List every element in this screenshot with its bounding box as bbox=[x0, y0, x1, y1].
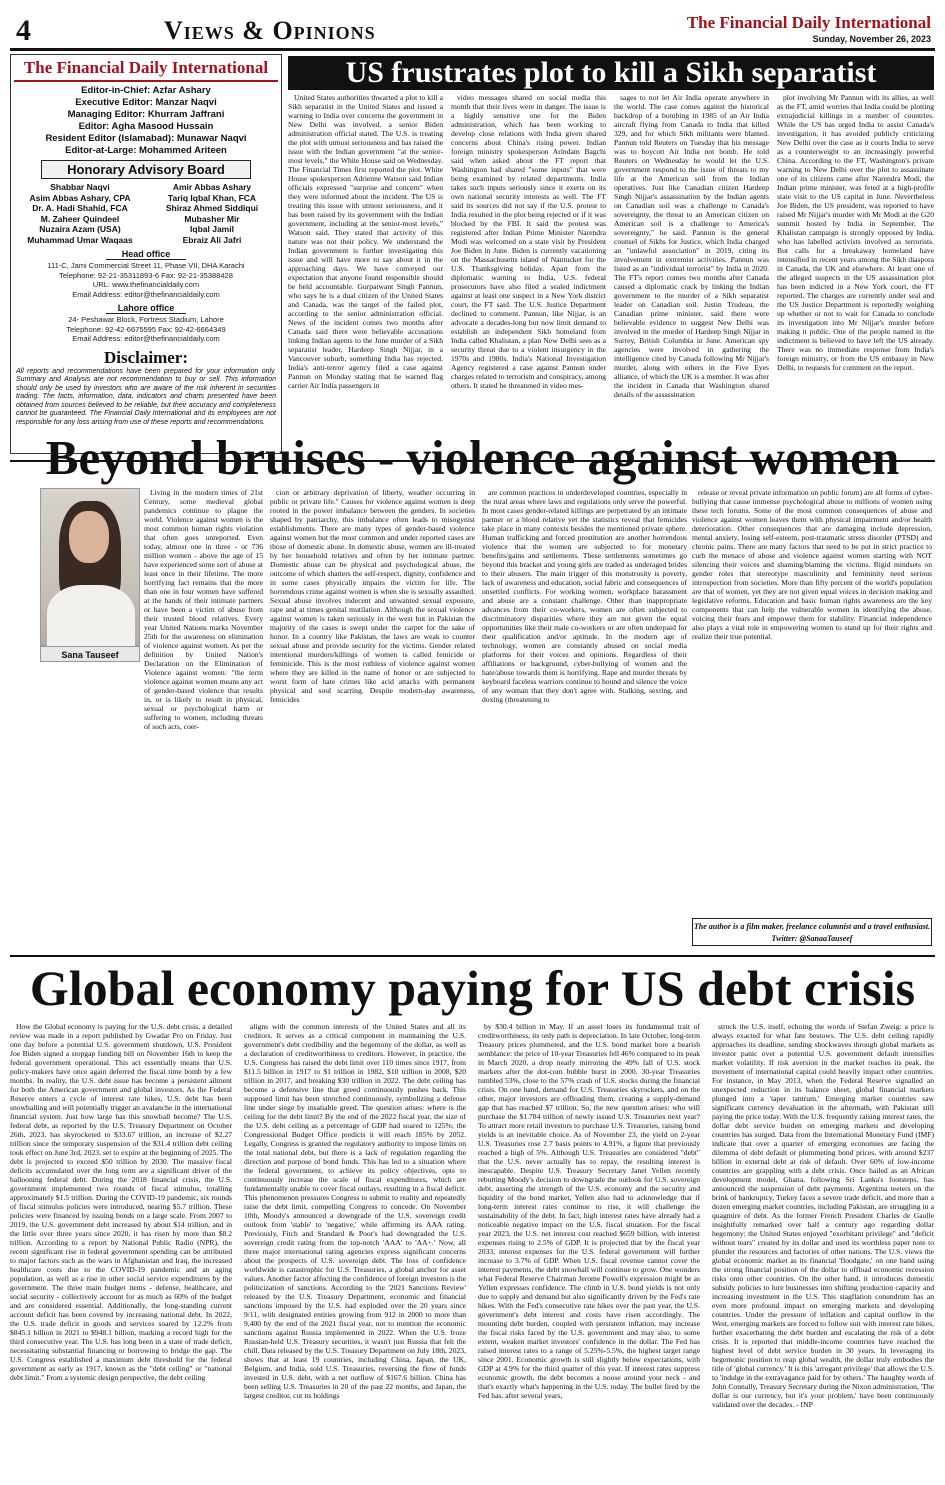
disclaimer-text: All reports and recommendations have been prepared for your information only. Summary and Analysis are not recommendation to buy or sell. This information should only be used by investors who are aware of the risk inherent in securities trading. The facts, information, data, indicators and charts presented have been obtained from sources believed to be reliable, but their accuracy and completeness cannot be guaranteed. The Financial Daily International and its employees are not responsible for any loss arising from use of these reports and recommendations. bbox=[16, 367, 276, 427]
board-member: Amir Abbas Ashary bbox=[172, 182, 252, 192]
article3-column-2 bbox=[244, 1022, 466, 1477]
advisory-board-title: Honorary Advisory Board bbox=[41, 160, 251, 179]
address-line: URL: www.thefinancialdaily.com bbox=[92, 280, 200, 289]
staff-line: Editor: Agha Masood Hussain bbox=[78, 121, 214, 132]
article3-text: by $30.4 billion in May. If an asset loses its fundamental trait of creditworthiness, its only path is depreciation. In late October, long-term Treasury prices plummeted, and the U.S. bond market bore a bearish semblance: the price of 10-year Treasuries fell 46% compared to its peak in March 2020, a drop nearly mirroring the 49% fall of U.S. stock markets after the dot-com bubble burst in 2000. 30-year Treasuries tumbled 53%, close to the 57% crash of U.S. stocks during the financial crisis. On one hand, demand for U.S. Treasuries skyrockets, and on the other, major investors are offloading them, creating a supply-demand gap that has reached $7 trillion. So, the new question arises: who will purchase the $1.784 trillion of newly issued U.S. Treasuries next year? To attract more retail investors to purchase U.S. Treasuries, raising bond yields is an inevitable choice. As of November 23, the yield on 2-year U.S. Treasuries rose 2.7 basis points to 4.91%, a figure that previously reached a high of 5%. Although U.S. Treasuries are considered "debt" that the U.S. never actually has to repay, the resulting interest is inescapable. Despite U.S. Treasury Secretary Janet Yellen recently rebutting Moody's decision to downgrade the outlook for U.S. sovereign debt, asserting the strength of the U.S. economy and the security and liquidity of the bond market, Yellen also had to acknowledge that if long-term interest rates continue to rise, it will challenge the sustainability of the debt. In fact, high interest rates have already had a noticeable negative impact on the U.S. fiscal situation. For the fiscal year 2023, the U.S. net interest cost reached $659 billion, with interest expenses rising to 2.5% of GDP. It is projected that by the fiscal year 2033, interest expenses for the U.S. federal government will further increase to 3.7% of GDP. When U.S. fiscal revenue cannot cover the interest payments, the debt snowball will continue to grow. One wonders what Federal Reserve Chairman Jerome Powell's expression might be as Yellen expresses confidence. The climb in U.S. bond yields is not only due to supply and demand but also significantly driven by the Fed's rate hikes. With the Fed's consecutive rate hikes over the past year, the U.S. government's debt interest and costs have risen accordingly. The mounting debt burden, coupled with persistent inflation, may increase the fiscal risks faced by the U.S. government and may also, to some extent, weaken market investors' confidence in the dollar. The Fed has raised interest rates to a range of 5.25%-5.5%, the highest target range since 2001. Economic growth is still slightly below expectations, with GDP at 4.9% for the third quarter of this year. If interest rates suppress economic growth, the debt becomes a noose around your neck - and that's exactly what's happening in the U.S. today. The bullet fired by the Fed has, after several years, bbox=[478, 1022, 700, 1400]
article3-column-4 bbox=[712, 1022, 934, 1477]
advisory-board-list bbox=[14, 182, 278, 245]
author-shoulders bbox=[47, 585, 135, 655]
article2-column-4 bbox=[692, 488, 932, 914]
board-member: Mubasher Mir bbox=[184, 213, 240, 224]
article2-column-1-top bbox=[144, 488, 263, 731]
staff-line: Managing Editor: Khurram Jaffrani bbox=[67, 109, 225, 120]
article1-column-3 bbox=[614, 93, 769, 455]
staff-line: Executive Editor: Manzar Naqvi bbox=[75, 97, 217, 108]
article1-column-4 bbox=[777, 93, 934, 455]
editorial-info-box bbox=[10, 54, 282, 454]
board-member: M. Zaheer Quindeel bbox=[40, 213, 120, 224]
article3-column-1 bbox=[10, 1022, 232, 1477]
author-name: Sana Tauseef bbox=[40, 646, 140, 662]
staff-line: Resident Editor (Islamabad): Munawar Naqvi bbox=[45, 133, 247, 144]
staff-line: Editor-in-Chief: Azfar Ashary bbox=[81, 85, 211, 96]
article2-text: are common practices in underdeveloped countries, especially in the rural areas where laws and regulations only serve the powerful. In most cases gender-related killings are perpetrated by an intimate partner or a blood relative yet the statistics reveal that femicides take place in many contexts besides the mentioned private sphere. Human trafficking and forced prostitution are another horrendous violence that the women are subjected to for monetary benefits/gains and settlements. These settlements sometimes go beyond this bracket and young girls are traded as underaged brides to their abusers. The main trigger of this monstrosity is poverty, lack of awareness and education, social fabric and consequences of unsettled conflicts. For working women, workplace harassment and abuse are a constant challenge. Other than inappropriate advances from their co-workers, women are often subjected to discriminatory disparities where they are not given the equal opportunities like their male co-workers or are often underpaid for their qualification and/or aptitude. In the modern age of technology, women are constantly abused on social media platforms for their voices and opinions. Regardless of their affiliations or background, cyber-bullying of women and the hate/abuse towards them is horrifying. Rape and murder threats by keyboard faceless warriors continue to hound and silence the voice of any woman that they don't agree with. Stalking, sexting, and doxing (threatening to bbox=[482, 488, 687, 704]
article3-text: aligns with the common interests of the United States and all its creditors. It serves as a critical component in maintaining the U.S. government's debt credibility and the hegemony of the dollar, as well as a declaration of creditworthiness to creditors. However, in practice, the U.S. Congress has raised the debt limit over 110 times since 1917, from $11.5 billion in 1917 to $1 trillion in 1982, $10 trillion in 2008, $20 trillion in 2017, and breaking $30 trillion in 2022. The debt ceiling has become a defensive line that greed continuously pushes back. This supposed limit has been stretched continuously, symbolizing a defense line under siege by insatiable greed. The question arises: where is the ceiling for the debt limit? By the end of the 2022 fiscal year, the size of the U.S. debt ceiling as a percentage of GDP had soared to 125%; the Congressional Budget Office predicts it will reach 185% by 2052. Legally, Congress is granted the regulatory authority to impose limits on the total national debt, but there is a lack of regulation regarding the direction and purpose of bond funds. This has led to a situation where the federal government, to achieve its policy objectives, opts to continuously increase the scale of fiscal expenditures, which are fundamentally unable to cover fiscal outlays, resulting in a fiscal deficit. This phenomenon pressures Congress to submit to reality and repeatedly raise the debt limit, compelling Congress to concede. On November 10th, Moody's announced a downgrade of the U.S. sovereign credit outlook from 'stable' to 'negative,' while affirming its AAA rating. Previously, Fitch and Standard & Poor's had downgraded the U.S. sovereign credit rating from the top-notch 'AAA' to 'AA+.' Now, all three major international rating agencies express significant concerns about the prospects of U.S. sovereign debt. The loss of confidence worldwide is catastrophic for U.S. Treasuries, a global anchor for asset values. Another factor affecting the confidence of foreign investors is the politicization of sanctions. According to the '2021 Sanctions Review' released by the U.S. Treasury Department, economic and financial sanctions imposed by the U.S. had exploded over the 20 years since 9/11, with designated entities growing from 912 in 2000 to more than 9,400 by the end of the 2021 fiscal year, not to mention the economic sanctions against Russia implemented in 2022. When the U.S. froze Russian-held U.S. Treasury securities, it wasn't just Russia that felt the chill. Data released by the U.S. Treasury Department on July 18th, 2023, shows that at least 19 countries, including China, Japan, the UK, Belgium, and India, sold U.S. Treasuries, reversing the flow of funds invested in U.S. debt, with a net outflow of $167.6 billion. China has been selling U.S. Treasuries in 20 of the past 22 months, and Japan, the largest creditor, cut its holdings bbox=[244, 1022, 466, 1400]
article1-text: United States authorities thwarted a plot to kill a Sikh separatist in the United States and issued a warning to India over concerns the government in New Delhi was involved, a senior Biden administration official stated. The U.S. is treating the plot with utmost seriousness and has raised the issue with the Indian government "at the senior-most levels," the White House said on Wednesday. The Financial Times first reported the plot. White House spokesperson Adrienne Watson said Indian officials expressed "surprise and concern" when they were informed about the incident. The US is treating this issue with utmost seriousness, and it has been raised by its government with the Indian government, including at the senior-most levels," Watson said. They stated that activity of this nature was not their policy. We understand the Indian government is further investigating this issue and will have more to say about it in the approaching days. We have conveyed our expectation that anyone found responsible should be held accountable. Gurpatwant Singh Pannun, who says he is a dual citizen of the United States and Canada, was the target of the failed plot, according to the senior administration official. News of the incident comes two months after Canada said there were believable accusations linking Indian agents to the June murder of a Sikh separatist leader, Hardeep Singh Nijjar, in a Vancouver suburb, something India has rejected. India's anti-terror agency filed a case against Pannun on Monday stating that he warned flag carrier Air India passengers in bbox=[288, 93, 443, 390]
board-member: Muhammad Umar Waqaas bbox=[27, 234, 133, 245]
article2-column-3 bbox=[482, 488, 687, 948]
advisory-board-left bbox=[14, 182, 146, 245]
board-member: Nuzaira Azam (USA) bbox=[39, 224, 121, 234]
author-face bbox=[69, 511, 109, 563]
article2-text: Living in the modern times of 21st Century, some medieval global pandemics continue to plague the world. Violence against women is the most common human rights violation that often goes unreported. Even today, almost one in three - or 736 million women - above the age of 15 have experienced some sort of abuse at least once in their lifetime. The more horrifying fact remains that the more than one in four women have suffered at the hands of their intimate partners or have been a victim of abuse from their trusted blood relatives. Every year United Nations marks November 25th for the awareness on elimination of violence against women. As per the definition by United Nation's Declaration on the Elimination of Violence against women: "the term violence against women means any act of gender-based violence that results in, or is likely to result in physical, sexual or psychological harm or suffering to women, including threats of such acts, coer- bbox=[144, 488, 263, 731]
board-member: Dr. A. Hadi Shahid, FCA bbox=[32, 203, 128, 213]
author-bio: The author is a film maker, freelance columnist and a travel enthusiast. Twitter: @SanaaTauseef bbox=[692, 918, 932, 946]
article1-column-2 bbox=[451, 93, 606, 455]
article3-text: How the Global economy is paying for the U.S. debt crisis, a detailed review was made in a report published by Gwadar Pro on Friday. Just one day before a potential U.S. government shutdown, U.S. President Joe Biden signed a stopgap funding bill on November 16th to keep the federal government operational. This act essentially means that U.S. policy-makers have once again deferred the fiscal time bomb by a few months. In reality, the U.S. debt issue has become a persistent ailment for both the American government and global investors. As the Federal Reserve enters a cycle of interest rate hikes, U.S. debt has been snowballing and will potentially trigger an avalanche in the international financial system. Just how large has this snowball become? The U.S. federal debt, as reported by the U.S. Treasury Department on October 26th, 2023, has skyrocketed to $33.67 trillion, an increase of $2.27 trillion since the temporary suspension of the $31.4 trillion debt ceiling took effect on June 3rd, 2023, set to expire at the beginning of 2025. The debt is projected to exceed $50 trillion by 2030. The massive fiscal deficits accumulated over the long term are a significant driver of the ballooning federal debt. During the 2018 financial crisis, the U.S. government implemented two rounds of fiscal stimulus, totalling approximately $1.5 trillion. During the COVID-19 pandemic, six rounds of fiscal stimulus policies were introduced, nearing $5.7 trillion. These policies were financed by issuing bonds on a large scale. From 2007 to 2019, the U.S. government debt increased by about $14 trillion, and in the little over three years since 2020, it has risen by more than $8.2 trillion. According to a report by National Public Radio (NPR), the recent significant rise in federal government spending can be attributed to major factors such as the wars in Afghanistan and Iraq, the increased healthcare costs due to the COVID-19 pandemic and an aging population, as well as a rise in other social service expenditures by the government. The three main budget items - defense, healthcare, and social security - collectively account for as much as 60% of the budget and are considered essential. Additionally, the long-standing current account deficit has been covered by increasing national debt. In 2022, the U.S. trade deficit in goods and services soared by 12.2% from $845.1 billion in 2021 to $948.1 billion, marking a record high for the third consecutive year. The U.S. has long been in a state of trade deficit, necessitating substantial financing or borrowing to bridge the gap. The U.S. Congress established a maximum debt threshold for the federal government as early as 1917, known as the "debt ceiling" or "national debt limit." From a systemic design perspective, the debt ceiling bbox=[10, 1022, 232, 1382]
board-member: Shabbar Naqvi bbox=[50, 182, 110, 192]
address-line: Telephone: 92-42-6675595 Fax: 92-42-6664349 bbox=[66, 324, 226, 334]
lahore-office-address bbox=[14, 315, 278, 344]
article1-text: sages to not let Air India operate anywhere in the world. The case comes against the historical backdrop of a bombing in 1985 of an Air India aircraft flying from Canada to India that killed 329, and for which Sikh militants were blamed. Pannun told Reuters on Tuesday that his message was to boycott Air India not bomb. He told Reuters on Wednesday he would let the U.S. government respond to the issue of threats to my life at the American soil from the Indian operatives. Just like Canadian citizen Hardeep Singh Nijjar's assassination by the Indian agents on Canadian soil was a challenge to Canada's sovereignty, the threat to an American citizen on American soil is a challenge to America's sovereignty," he said. Pannun is the general counsel of Sikhs for Justice, which India charged an "unlawful association" in 2019, citing its involvement in extremist activities. Pannun was listed as an "individual terrorist" by India in 2020. The FT's report comes two months after Canada caused a diplomatic crack by linking the Indian government to the murder of a Sikh separatist leader on Canadian soil. Justin Trudeau, the Canadian prime minister, said there were believable evidence to suggest New Delhi was involved in the murder of Hardeep Singh Nijjar in Surrey, British Columbia in June. American spy agencies were involved in gathering the intelligence cited by Canada following Mr Nijjar's murder, along with others in the Five Eyes alliance, of which the UK is a member. It was after the incident in Canada that Washington shared details of the assassination bbox=[614, 93, 769, 399]
address-line: Telephone: 92-21-35311893-6 Fax: 92-21-35388428 bbox=[59, 270, 233, 280]
address-line: 24- Peshawar Block, Fortress Stadium, Lahore bbox=[68, 315, 224, 324]
head-office-label: Head office bbox=[106, 249, 186, 260]
page-number: 4 bbox=[16, 14, 31, 47]
article2-text: release or reveal private information on public forum) are all forms of cyber-bullying that cause immense psychological abuse to millions of women using these tech forums. Some of the most common consequences of abuse and violence against women leaves them with physical impairment and/or health deterioration. Other consequences that are damaging include depression, mental anxiety, losing self-esteem, post-traumatic stress disorder (PTSD) and chronic pains. There are many factors that need to be put in strict practice to curb the menace of abuse and violence against women starting with NOT silencing their voices and shaming/blaming the victims. Rigid mindsets on gender roles that stereotype masculinity and femininity need serious introspection from societies. More than fifty percent of the world's population are that of women, yet they are not given equal voices in decision making and legislative reforms. Education and basic human rights awareness are the key components that can help the vulnerable women in identifying the abuse, voicing their fears and empower them for stability. Financial independence also plays a vital role in empowering women to stand up for their rights and realize their true potential. bbox=[692, 488, 932, 641]
paper-date: Sunday, November 26, 2023 bbox=[812, 34, 931, 44]
article1-text: video messages shared on social media this month that their lives were in danger. The issue is a highly sensitive one for the Biden administration, which has been working to develop close relations with India given shared concerns about China's rising power. Indian foreign ministry spokesperson Arindam Bagchi said when asked about the FT report that Washington had shared "some inputs" that were being examined by related departments. India takes such inputs seriously since it exerts on its own national security interests as well. The FT said its sources did not say if the U.S. protest to India resulted in the plot being rejected or if it was blocked by the FBI. It said the protest was registered after Indian Prime Minister Narendra Modi was welcomed on a state visit by President Joe Biden in June. Biden is currently vacationing on the Massachusetts island of Nantucket for the U.S. Thanksgiving holiday. Apart from the diplomatic warning to India, U.S. federal prosecutors have also filed a sealed indictment against at least one suspect in a New York district court, the FT said. The U.S. Justice Department declined to comment. Pannun, like Nijjar, is an advocate a decades-long but now limit demand to establish an independent Sikh homeland from India called Khalistan, a plan New Delhi sees as a security threat due to a violent insurgency in the 1970s and 1980s. India's National Investigation Agency registered a case against Pannun under charges related to terrorism and conspiracy, among others. It stated he threatened in video mes- bbox=[451, 93, 606, 390]
paper-name: The Financial Daily International bbox=[686, 13, 931, 32]
head-office-address bbox=[14, 261, 278, 299]
article2-text: cion or arbitrary deprivation of liberty, weather occurring in public or private life." Causes for violence against women is deep rooted in the power imbalance between the genders. In societies shaped by patriarchy, this imbalance often leads to misogynist establishments. There are many types of gender-based violence against women but the most common and under reported cases are those of domestic abuse. In domestic abuse, women are ill-treated by her household relatives and often by her intimate partner. Domestic abuse can be physical and psychological abuse, the outcome of which shatters the self-respect, dignity, confidence and in some cases physically impairs the victim for life. The horrendous crime against women is when she is sexually assaulted. Sexual abuse involves indecent and unwanted sexual exposure, rape and at times genital mutilation. Although the sexual violence against women is taken seriously in the west but in Pakistan the majority of the cases is swept under the carpet for the sake of honor. In a country like Pakistan, the laws are weak to counter sexual abuse and provide security for the victims. Gender related intentional murders/killings of women is called femicide or feminicide. This is the most ruthless of violence against women where they are killed in the name of honor or are subjected to worst form of hate crimes like acid attacks with permanent physical and soul scarring. Despite modern-day awareness, femicides bbox=[270, 488, 475, 704]
article3-text: struck the U.S. itself, echoing the words of Stefan Zweig: a price is always exacted for what fate bestows. The U.S. debt ceiling rapidly approaches its deadline, sending shockwaves through global markets as investor panic over a potential U.S. government default intensifies market volatility. If risk aversion in the market reaches its peak, the movement of international capital could heavily impact other countries. For instance, in May 2013, when the Federal Reserve signalled an unexpected reduction in its balance sheet, global financial markets plunged into a 'taper tantrum.' Emerging market countries saw significant currency devaluation in the aftermath, with Pakistan still paying the price today. With the U.S. frequently raising interest rates, the dollar debt service burden on emerging markets and developing countries has surged. Data from the International Monetary Fund (IMF) indicate that over a quarter of emerging economies are facing the dilemma of debt default or plummeting bond prices, with around $237 billion in external debt at risk of default. Over 60% of low-income countries are grappling with a debt crisis. Once hailed as an African development model, Ghana, following Sri Lanka's footsteps, has announced the suspension of debt payments. Argentina teeters on the brink of bankruptcy, Turkey faces a severe trade deficit, and more than a dozen emerging market countries, including Pakistan, are struggling in a quagmire of debt. As the former French President Charles de Gaulle insightfully remarked over half a century ago regarding dollar hegemony: the United States enjoyed "exorbitant privilege" and "deficit without tears" created by its dollar and used its worthless paper note to plunder the resources and factories of other nations. The U.S. views the global economic market as its financial 'floodgate,' on one hand using the strong financial position of the dollar to offload economic recession risks onto other countries. On the other hand, it introduces domestic subsidy policies to lure businesses into shifting production capacity and increasing investment in the U.S. This stagflation conundrum has an even more profound impact on emerging markets and developing countries. Under the pressure of inflation and capital outflow in the West, emerging markets are forced to follow suit with interest rate hikes, further exacerbating the debt burden and escalating the risk of a debt crisis. It is reported that middle-income countries have reached the highest level of debt service burden in 30 years. In leveraging its hegemonic position to reap global wealth, the dollar truly embodies the title of 'global currency.' It is this 'arrogant privilege' that allows the U.S. to 'indulge in the extravagance paid for by others.' The haughty words of John Connally, Treasury Secretary during the Nixon administration, 'The dollar is our currency, but it's your problem,' have been continuously validated over the decades. - INP bbox=[712, 1022, 934, 1409]
article1-text: plot involving Mr Pannun with its allies, as well as the FT, amid worries that India could be plotting extrajudicial killings in a number of countries. While the US has urged India to assist Canada's investigation, it has avoided publicly criticizing New Delhi over the case as it courts India to serve as a counterweight to an increasingly powerful China. According to the FT, Washington's private warning to New Delhi over the plot to assassinate one of its citizens came after Narendra Modi, the Indian prime minister, was feted at a high-profile state visit to the US capital in June. Nevertheless Joe Biden, the US president, was reported to have raised Mr Nijjar's murder with Mr Modi at the G20 summit hosted by India in September. The Khalistan campaign is strongly opposed by India, who has labelled activists involved as terrorists. But calls for a breakaway homeland have intensified in recent years among the Sikh diaspora in Canada, the UK and elsewhere. At least one of the alleged suspects in the US assassination plot has been indicted in a New York court, the FT reported. The charges are currently under seal and the US Justice Department is reportedly weighing up whether or not to wait for Canada to conclude its investigation into Mr Nijjar's murder before making it public. One of the people named in the indictment is believed to have left the US already. There was no immediate response from India's foreign ministry, or from the US embassy in New Delhi, to requests for comment on the report. bbox=[777, 93, 934, 372]
paper-logo: The Financial Daily International bbox=[14, 58, 278, 82]
author-photo bbox=[40, 488, 140, 646]
article1-column-1 bbox=[288, 93, 443, 455]
headline-global-economy: Global economy paying for US debt crisis bbox=[29, 960, 916, 1016]
advisory-board-right bbox=[146, 182, 278, 245]
headline-sikh-plot: US frustrates plot to kill a Sikh separatist bbox=[288, 56, 934, 90]
disclaimer-title: Disclaimer: bbox=[103, 347, 189, 367]
lahore-office-label: Lahore office bbox=[106, 303, 186, 314]
address-line: Email Address: editor@thefinancialdaily.com bbox=[72, 289, 220, 299]
board-member: Iqbal Jamil bbox=[190, 224, 234, 234]
masthead-rule bbox=[10, 48, 935, 51]
article3-column-3 bbox=[478, 1022, 700, 1477]
board-member: Shiraz Ahmed Siddiqui bbox=[165, 203, 259, 213]
article2-column-2 bbox=[270, 488, 475, 948]
address-line: 111-C, Jami Commercial Street 11, Phase VII, DHA Karachi bbox=[47, 261, 245, 270]
board-member: Asim Abbas Ashary, CPA bbox=[29, 192, 131, 203]
address-line: Email Address: editor@thefinancialdaily.com bbox=[72, 334, 220, 343]
board-member: Tariq Iqbal Khan, FCA bbox=[167, 192, 257, 203]
section-title: Views & Opinions bbox=[164, 16, 376, 45]
staff-line: Editor-at-Large: Mohammed Ariteen bbox=[65, 145, 227, 156]
section-rule bbox=[10, 955, 935, 957]
board-member: Ebraiz Ali Jafri bbox=[182, 234, 242, 245]
headline-violence-against-women: Beyond bruises - violence against women bbox=[45, 430, 900, 485]
staff-list bbox=[14, 85, 278, 157]
